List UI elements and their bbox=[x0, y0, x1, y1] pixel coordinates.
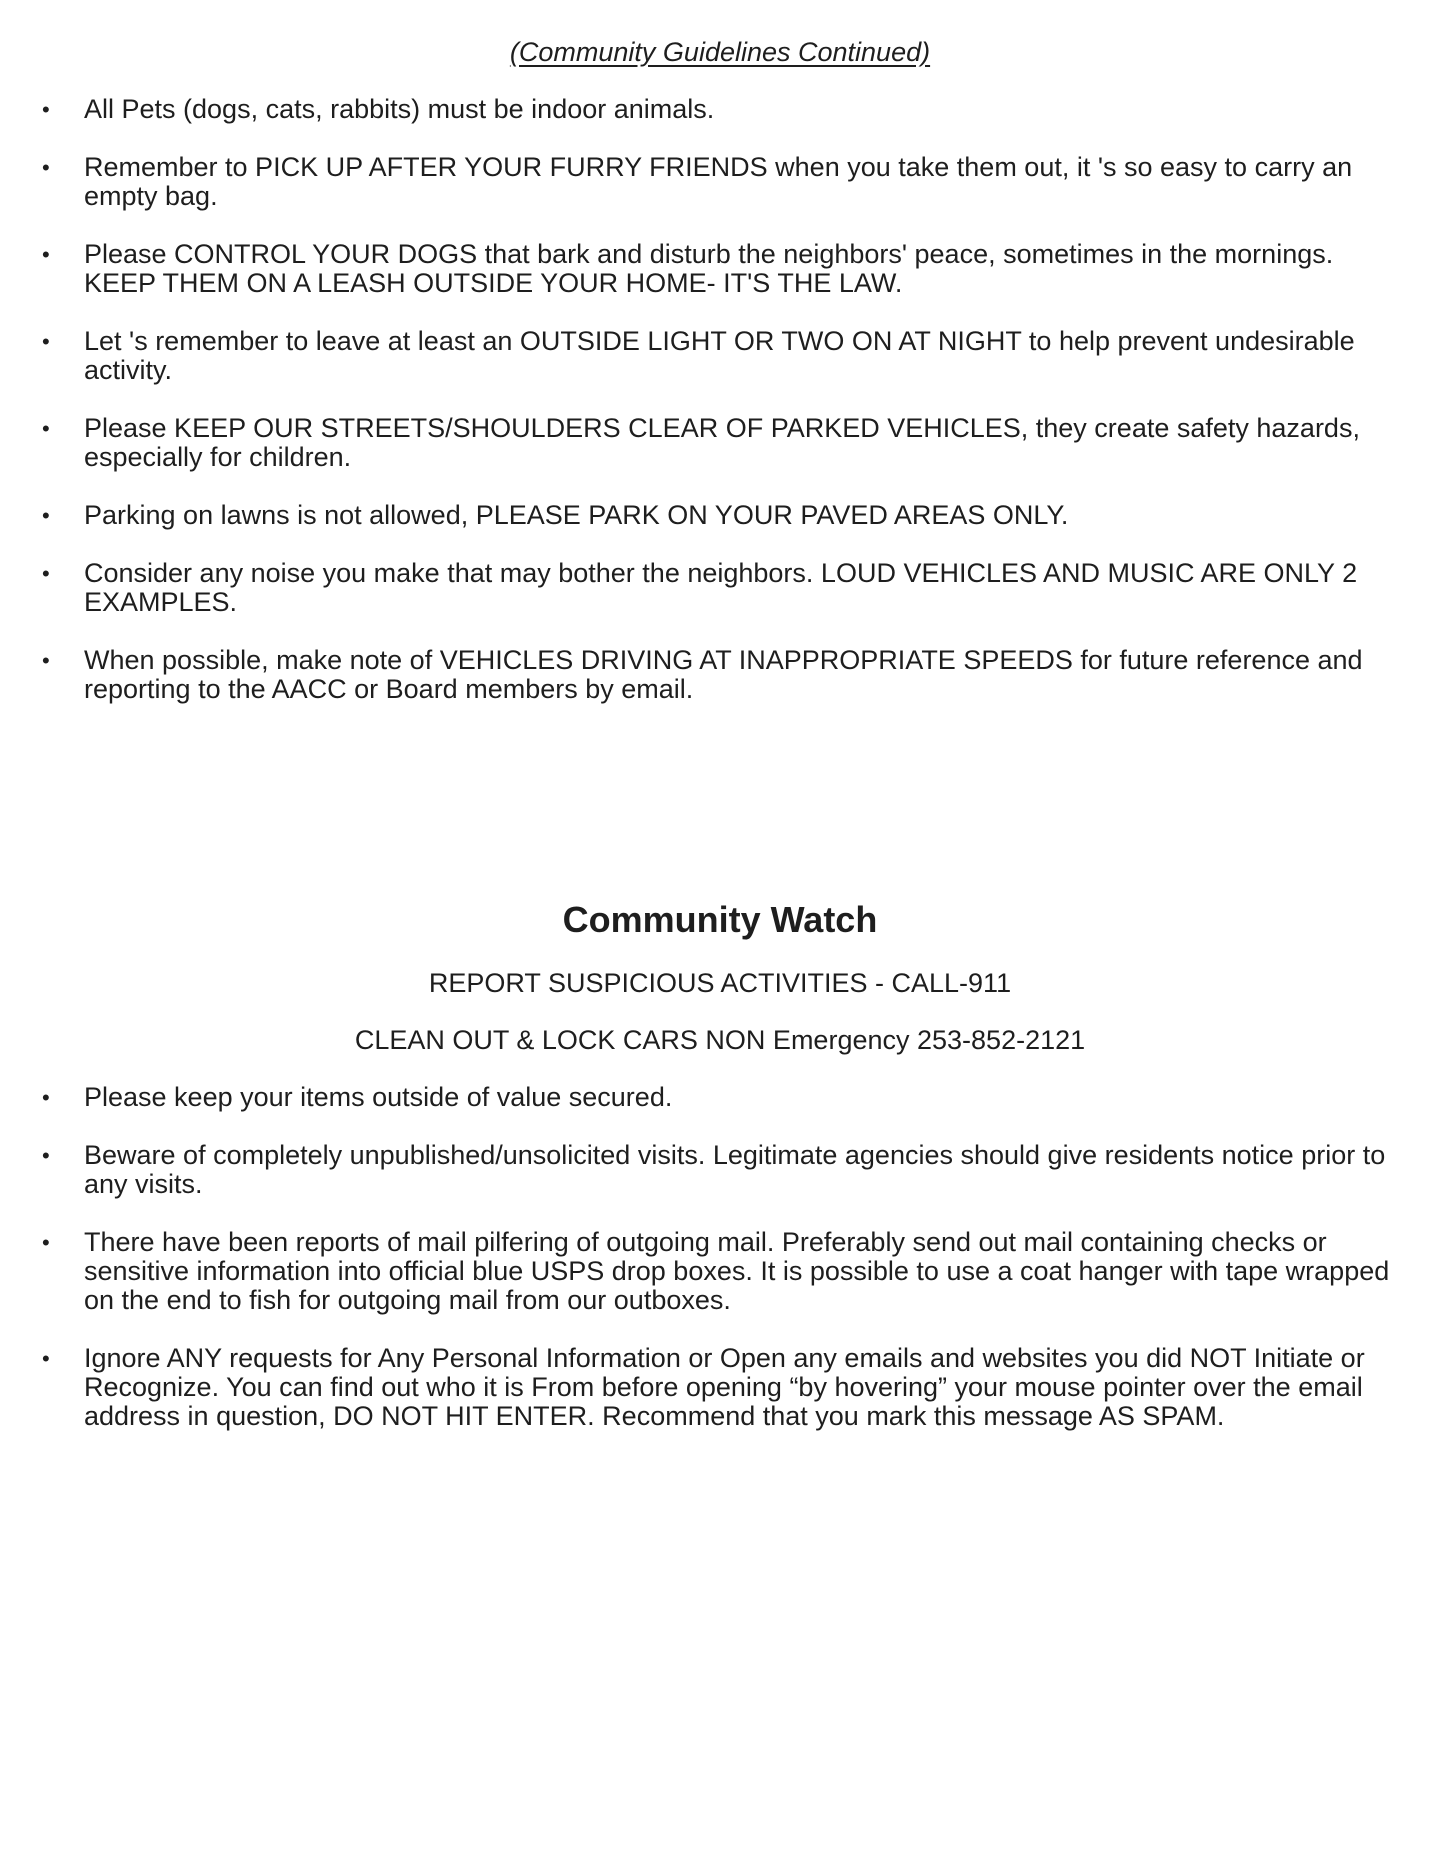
bullet-icon: • bbox=[42, 329, 50, 354]
list-item bbox=[0, 240, 1440, 298]
list-item-text: Please CONTROL YOUR DOGS that bark and disturb the neighbors' peace, sometimes in the mornings. KEEP THEM ON A LEASH OUTSIDE YOUR HOME- IT'S THE LAW. bbox=[84, 239, 1334, 298]
bullet-icon: • bbox=[42, 1085, 50, 1110]
list-item-text: When possible, make note of VEHICLES DRIVING AT INAPPROPRIATE SPEEDS for future reference and reporting to the AACC or Board members by email. bbox=[84, 645, 1363, 704]
bullet-icon: • bbox=[42, 1143, 50, 1168]
list-item bbox=[0, 1141, 1440, 1199]
bullet-icon: • bbox=[42, 1346, 50, 1371]
list-item bbox=[0, 1083, 1440, 1112]
bullet-icon: • bbox=[42, 561, 50, 586]
report-call-line: REPORT SUSPICIOUS ACTIVITIES - CALL-911 bbox=[428, 968, 1012, 998]
list-item-text: Let 's remember to leave at least an OUTSIDE LIGHT OR TWO ON AT NIGHT to help prevent undesirable activity. bbox=[84, 326, 1355, 385]
list-item bbox=[0, 153, 1440, 211]
list-item bbox=[0, 414, 1440, 472]
watch-list bbox=[0, 1083, 1440, 1460]
list-item bbox=[0, 646, 1440, 704]
list-item-text: All Pets (dogs, cats, rabbits) must be indoor animals. bbox=[84, 94, 715, 124]
bullet-icon: • bbox=[42, 97, 50, 122]
list-item-text: There have been reports of mail pilfering of outgoing mail. Preferably send out mail containing checks or sensitive information into official blue USPS drop boxes. It is possible to use a coat hanger with tape wrapped on the end to fish for outgoing mail from our outboxes. bbox=[84, 1227, 1390, 1315]
list-item-text: Please keep your items outside of value secured. bbox=[84, 1082, 673, 1112]
list-item bbox=[0, 327, 1440, 385]
bullet-icon: • bbox=[42, 648, 50, 673]
bullet-icon: • bbox=[42, 416, 50, 441]
community-watch-title: Community Watch bbox=[562, 899, 878, 940]
list-item bbox=[0, 95, 1440, 124]
list-item bbox=[0, 501, 1440, 530]
list-item bbox=[0, 1228, 1440, 1315]
bullet-icon: • bbox=[42, 1230, 50, 1255]
list-item-text: Please KEEP OUR STREETS/SHOULDERS CLEAR OF PARKED VEHICLES, they create safety hazards, especially for children. bbox=[84, 413, 1360, 472]
list-item-text: Parking on lawns is not allowed, PLEASE PARK ON YOUR PAVED AREAS ONLY. bbox=[84, 500, 1069, 530]
list-item-text: Remember to PICK UP AFTER YOUR FURRY FRIENDS when you take them out, it 's so easy to carry an empty bag. bbox=[84, 152, 1353, 211]
list-item bbox=[0, 1344, 1440, 1431]
list-item-text: Ignore ANY requests for Any Personal Information or Open any emails and websites you did NOT Initiate or Recognize. You can find out who it is From before opening “by hovering” your mouse pointer over the email address in question, DO NOT HIT ENTER. Recommend that you mark this message AS SPAM. bbox=[84, 1343, 1365, 1431]
list-item-text: Consider any noise you make that may bother the neighbors. LOUD VEHICLES AND MUSIC ARE ONLY 2 EXAMPLES. bbox=[84, 558, 1358, 617]
list-item-text: Beware of completely unpublished/unsolicited visits. Legitimate agencies should give residents notice prior to any visits. bbox=[84, 1140, 1386, 1199]
bullet-icon: • bbox=[42, 242, 50, 267]
guidelines-continued-heading: (Community Guidelines Continued) bbox=[509, 37, 931, 67]
non-emergency-line: CLEAN OUT & LOCK CARS NON Emergency 253-852-2121 bbox=[354, 1025, 1086, 1055]
bullet-icon: • bbox=[42, 155, 50, 180]
list-item bbox=[0, 559, 1440, 617]
bullet-icon: • bbox=[42, 503, 50, 528]
guidelines-list bbox=[0, 95, 1440, 733]
